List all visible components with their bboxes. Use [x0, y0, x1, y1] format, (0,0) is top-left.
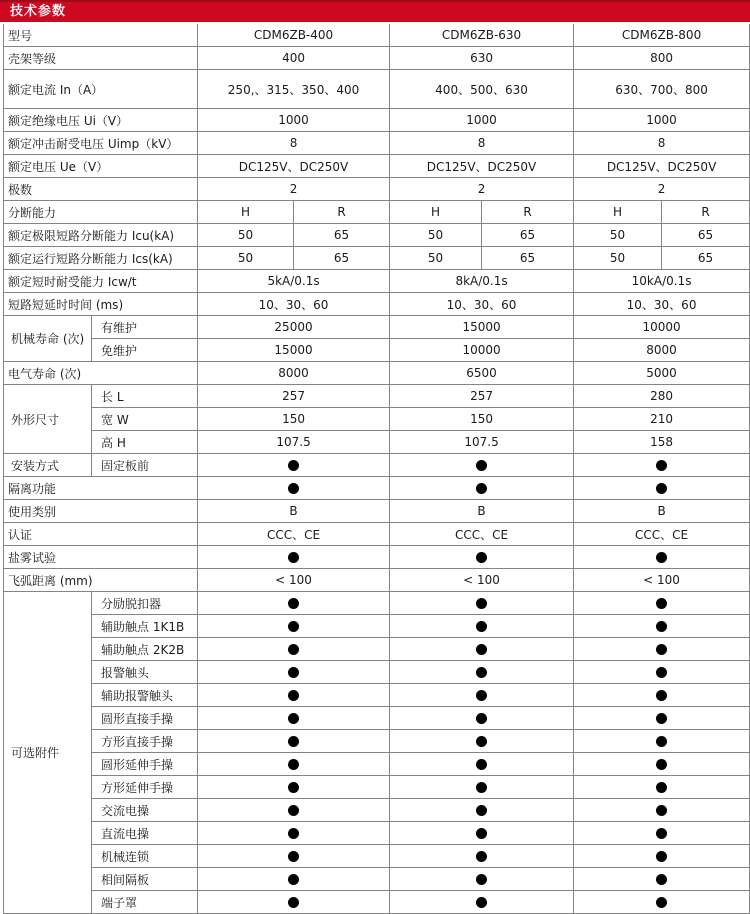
- dot-indicator: [476, 598, 487, 609]
- dot-indicator: [288, 782, 299, 793]
- dot-indicator: [288, 621, 299, 632]
- row-sublabel: 长 L: [92, 385, 198, 408]
- table-row: [4, 70, 750, 109]
- dot-indicator: [476, 713, 487, 724]
- dot-indicator: [288, 667, 299, 678]
- value-cell: [574, 661, 750, 684]
- table-row: [4, 661, 750, 684]
- value-cell: [574, 822, 750, 845]
- value-cell: 8kA/0.1s: [390, 270, 574, 293]
- row-label: 额定运行短路分断能力 Ics(kA): [4, 247, 198, 270]
- dot-indicator: [476, 828, 487, 839]
- dot-indicator: [476, 805, 487, 816]
- value-cell: 8: [390, 132, 574, 155]
- table-row: [4, 799, 750, 822]
- row-label: 额定极限短路分断能力 Icu(kA): [4, 224, 198, 247]
- dot-indicator: [288, 874, 299, 885]
- row-sublabel: 圆形延伸手操: [92, 753, 198, 776]
- value-cell: 400、500、630: [390, 70, 574, 109]
- table-row: [4, 546, 750, 569]
- dot-indicator: [656, 644, 667, 655]
- value-cell: 257: [390, 385, 574, 408]
- row-sublabel: 方形直接手操: [92, 730, 198, 753]
- table-row: [4, 178, 750, 201]
- value-cell: CCC、CE: [574, 523, 750, 546]
- dot-indicator: [476, 690, 487, 701]
- value-cell: [390, 799, 574, 822]
- row-label: 电气寿命 (次): [4, 362, 198, 385]
- value-cell: [198, 592, 390, 615]
- table-row: [4, 270, 750, 293]
- value-cell: < 100: [574, 569, 750, 592]
- section-title: 技术参数: [10, 4, 67, 19]
- value-cell: [574, 454, 750, 477]
- value-cell: H: [198, 201, 294, 224]
- value-cell: 1000: [390, 109, 574, 132]
- dot-indicator: [656, 759, 667, 770]
- value-cell: 25000: [198, 316, 390, 339]
- row-sublabel: 有维护: [92, 316, 198, 339]
- dot-indicator: [288, 644, 299, 655]
- value-cell: [574, 684, 750, 707]
- value-cell: [390, 891, 574, 914]
- dot-indicator: [476, 460, 487, 471]
- table-row: [4, 293, 750, 316]
- table-row: [4, 316, 750, 339]
- value-cell: [390, 845, 574, 868]
- value-cell: 1000: [574, 109, 750, 132]
- value-cell: 5000: [574, 362, 750, 385]
- table-row: [4, 891, 750, 914]
- table-row: [4, 431, 750, 454]
- dot-indicator: [656, 667, 667, 678]
- value-cell: [198, 822, 390, 845]
- value-cell: 250,、315、350、400: [198, 70, 390, 109]
- value-cell: 65: [662, 247, 750, 270]
- row-sublabel: 端子罩: [92, 891, 198, 914]
- table-row: [4, 477, 750, 500]
- value-cell: 10、30、60: [198, 293, 390, 316]
- value-cell: [390, 776, 574, 799]
- table-row: [4, 454, 750, 477]
- row-sublabel: 交流电操: [92, 799, 198, 822]
- value-cell: CCC、CE: [390, 523, 574, 546]
- value-cell: [390, 454, 574, 477]
- dot-indicator: [476, 644, 487, 655]
- row-label: 隔离功能: [4, 477, 198, 500]
- value-cell: 2: [198, 178, 390, 201]
- group-label: 可选附件: [4, 592, 92, 914]
- row-label: 认证: [4, 523, 198, 546]
- dot-indicator: [656, 805, 667, 816]
- value-cell: [390, 477, 574, 500]
- value-cell: [574, 753, 750, 776]
- value-cell: 65: [294, 224, 390, 247]
- group-label: 机械寿命 (次): [4, 316, 92, 362]
- value-cell: 15000: [390, 316, 574, 339]
- value-cell: 50: [574, 224, 662, 247]
- row-label: 极数: [4, 178, 198, 201]
- value-cell: [574, 868, 750, 891]
- dot-indicator: [476, 667, 487, 678]
- table-row: [4, 753, 750, 776]
- dot-indicator: [288, 690, 299, 701]
- value-cell: 257: [198, 385, 390, 408]
- row-label: 使用类别: [4, 500, 198, 523]
- dot-indicator: [656, 828, 667, 839]
- value-cell: CDM6ZB-400: [198, 24, 390, 47]
- dot-indicator: [656, 851, 667, 862]
- spec-table-body: [4, 24, 750, 914]
- table-row: [4, 707, 750, 730]
- value-cell: [198, 730, 390, 753]
- row-sublabel: 机械连锁: [92, 845, 198, 868]
- dot-indicator: [476, 759, 487, 770]
- row-sublabel: 固定板前: [92, 454, 198, 477]
- value-cell: [198, 454, 390, 477]
- value-cell: 50: [574, 247, 662, 270]
- value-cell: [198, 684, 390, 707]
- dot-indicator: [656, 460, 667, 471]
- value-cell: 107.5: [390, 431, 574, 454]
- value-cell: 10kA/0.1s: [574, 270, 750, 293]
- table-row: [4, 385, 750, 408]
- spec-table: [3, 24, 750, 914]
- dot-indicator: [656, 690, 667, 701]
- row-label: 额定绝缘电压 Ui（V）: [4, 109, 198, 132]
- row-label: 飞弧距离 (mm): [4, 569, 198, 592]
- table-row: [4, 569, 750, 592]
- value-cell: 10000: [574, 316, 750, 339]
- value-cell: [574, 592, 750, 615]
- value-cell: R: [482, 201, 574, 224]
- value-cell: [390, 638, 574, 661]
- table-row: [4, 730, 750, 753]
- value-cell: [574, 477, 750, 500]
- table-row: [4, 684, 750, 707]
- dot-indicator: [288, 598, 299, 609]
- table-row: [4, 132, 750, 155]
- value-cell: [574, 546, 750, 569]
- value-cell: 5kA/0.1s: [198, 270, 390, 293]
- value-cell: 50: [198, 224, 294, 247]
- value-cell: [198, 615, 390, 638]
- value-cell: 280: [574, 385, 750, 408]
- value-cell: 65: [482, 247, 574, 270]
- group-label: 安装方式: [4, 454, 92, 477]
- value-cell: 65: [662, 224, 750, 247]
- value-cell: 107.5: [198, 431, 390, 454]
- value-cell: DC125V、DC250V: [198, 155, 390, 178]
- value-cell: [390, 592, 574, 615]
- dot-indicator: [656, 598, 667, 609]
- value-cell: 400: [198, 47, 390, 70]
- value-cell: 6500: [390, 362, 574, 385]
- value-cell: 10、30、60: [390, 293, 574, 316]
- row-label: 分断能力: [4, 201, 198, 224]
- value-cell: [198, 638, 390, 661]
- value-cell: 50: [390, 247, 482, 270]
- value-cell: B: [198, 500, 390, 523]
- dot-indicator: [476, 621, 487, 632]
- row-label: 短路短延时时间 (ms): [4, 293, 198, 316]
- value-cell: 15000: [198, 339, 390, 362]
- value-cell: [574, 638, 750, 661]
- table-row: [4, 247, 750, 270]
- value-cell: 630: [390, 47, 574, 70]
- value-cell: 8: [198, 132, 390, 155]
- value-cell: 800: [574, 47, 750, 70]
- value-cell: [390, 753, 574, 776]
- dot-indicator: [656, 897, 667, 908]
- table-row: [4, 362, 750, 385]
- dot-indicator: [656, 621, 667, 632]
- value-cell: CDM6ZB-630: [390, 24, 574, 47]
- value-cell: < 100: [390, 569, 574, 592]
- table-row: [4, 845, 750, 868]
- dot-indicator: [476, 851, 487, 862]
- dot-indicator: [476, 782, 487, 793]
- value-cell: [198, 776, 390, 799]
- dot-indicator: [656, 483, 667, 494]
- value-cell: B: [574, 500, 750, 523]
- value-cell: 150: [198, 408, 390, 431]
- value-cell: R: [662, 201, 750, 224]
- value-cell: [390, 661, 574, 684]
- value-cell: 2: [390, 178, 574, 201]
- value-cell: [390, 822, 574, 845]
- value-cell: 8000: [198, 362, 390, 385]
- group-label: 外形尺寸: [4, 385, 92, 454]
- row-sublabel: 分励脱扣器: [92, 592, 198, 615]
- value-cell: [198, 707, 390, 730]
- value-cell: [574, 799, 750, 822]
- value-cell: 65: [294, 247, 390, 270]
- value-cell: 150: [390, 408, 574, 431]
- table-row: [4, 822, 750, 845]
- row-sublabel: 辅助触点 1K1B: [92, 615, 198, 638]
- value-cell: CDM6ZB-800: [574, 24, 750, 47]
- value-cell: 210: [574, 408, 750, 431]
- row-label: 额定电流 In（A）: [4, 70, 198, 109]
- dot-indicator: [288, 552, 299, 563]
- value-cell: H: [390, 201, 482, 224]
- row-sublabel: 高 H: [92, 431, 198, 454]
- value-cell: DC125V、DC250V: [574, 155, 750, 178]
- dot-indicator: [476, 897, 487, 908]
- value-cell: [198, 661, 390, 684]
- dot-indicator: [656, 552, 667, 563]
- dot-indicator: [476, 736, 487, 747]
- dot-indicator: [656, 874, 667, 885]
- value-cell: [198, 799, 390, 822]
- dot-indicator: [288, 713, 299, 724]
- table-row: [4, 155, 750, 178]
- value-cell: 50: [390, 224, 482, 247]
- table-row: [4, 109, 750, 132]
- value-cell: [390, 868, 574, 891]
- table-row: [4, 500, 750, 523]
- value-cell: 65: [482, 224, 574, 247]
- dot-indicator: [656, 736, 667, 747]
- dot-indicator: [476, 483, 487, 494]
- table-row: [4, 638, 750, 661]
- dot-indicator: [476, 552, 487, 563]
- table-row: [4, 201, 750, 224]
- value-cell: [390, 546, 574, 569]
- value-cell: [574, 730, 750, 753]
- row-sublabel: 宽 W: [92, 408, 198, 431]
- table-row: [4, 776, 750, 799]
- dot-indicator: [288, 483, 299, 494]
- table-row: [4, 592, 750, 615]
- value-cell: [198, 546, 390, 569]
- value-cell: [198, 753, 390, 776]
- value-cell: DC125V、DC250V: [390, 155, 574, 178]
- dot-indicator: [288, 828, 299, 839]
- value-cell: CCC、CE: [198, 523, 390, 546]
- value-cell: 630、700、800: [574, 70, 750, 109]
- table-row: [4, 615, 750, 638]
- row-sublabel: 免维护: [92, 339, 198, 362]
- value-cell: 10、30、60: [574, 293, 750, 316]
- value-cell: 8: [574, 132, 750, 155]
- row-sublabel: 辅助触点 2K2B: [92, 638, 198, 661]
- row-label: 盐雾试验: [4, 546, 198, 569]
- dot-indicator: [476, 874, 487, 885]
- table-row: [4, 224, 750, 247]
- value-cell: [198, 868, 390, 891]
- value-cell: [198, 477, 390, 500]
- value-cell: 158: [574, 431, 750, 454]
- row-sublabel: 方形延伸手操: [92, 776, 198, 799]
- row-sublabel: 直流电操: [92, 822, 198, 845]
- value-cell: B: [390, 500, 574, 523]
- value-cell: [390, 707, 574, 730]
- dot-indicator: [288, 851, 299, 862]
- value-cell: [574, 845, 750, 868]
- row-label: 额定短时耐受能力 Icw/t: [4, 270, 198, 293]
- dot-indicator: [656, 713, 667, 724]
- value-cell: [574, 615, 750, 638]
- row-sublabel: 辅助报警触头: [92, 684, 198, 707]
- dot-indicator: [288, 460, 299, 471]
- table-row: [4, 868, 750, 891]
- table-row: [4, 523, 750, 546]
- dot-indicator: [288, 736, 299, 747]
- row-sublabel: 相间隔板: [92, 868, 198, 891]
- value-cell: [390, 684, 574, 707]
- value-cell: [574, 776, 750, 799]
- section-header: [0, 0, 750, 22]
- value-cell: R: [294, 201, 390, 224]
- value-cell: H: [574, 201, 662, 224]
- table-row: [4, 408, 750, 431]
- row-sublabel: 圆形直接手操: [92, 707, 198, 730]
- dot-indicator: [288, 805, 299, 816]
- value-cell: < 100: [198, 569, 390, 592]
- dot-indicator: [288, 897, 299, 908]
- value-cell: [390, 615, 574, 638]
- row-label: 额定电压 Ue（V）: [4, 155, 198, 178]
- value-cell: 50: [198, 247, 294, 270]
- table-row: [4, 47, 750, 70]
- value-cell: [198, 891, 390, 914]
- value-cell: 10000: [390, 339, 574, 362]
- row-label: 壳架等级: [4, 47, 198, 70]
- row-sublabel: 报警触头: [92, 661, 198, 684]
- value-cell: [574, 891, 750, 914]
- value-cell: [574, 707, 750, 730]
- value-cell: 2: [574, 178, 750, 201]
- value-cell: 8000: [574, 339, 750, 362]
- table-row: [4, 339, 750, 362]
- dot-indicator: [656, 782, 667, 793]
- dot-indicator: [288, 759, 299, 770]
- value-cell: [198, 845, 390, 868]
- table-row: [4, 24, 750, 47]
- value-cell: [390, 730, 574, 753]
- row-label: 型号: [4, 24, 198, 47]
- value-cell: 1000: [198, 109, 390, 132]
- row-label: 额定冲击耐受电压 Uimp（kV）: [4, 132, 198, 155]
